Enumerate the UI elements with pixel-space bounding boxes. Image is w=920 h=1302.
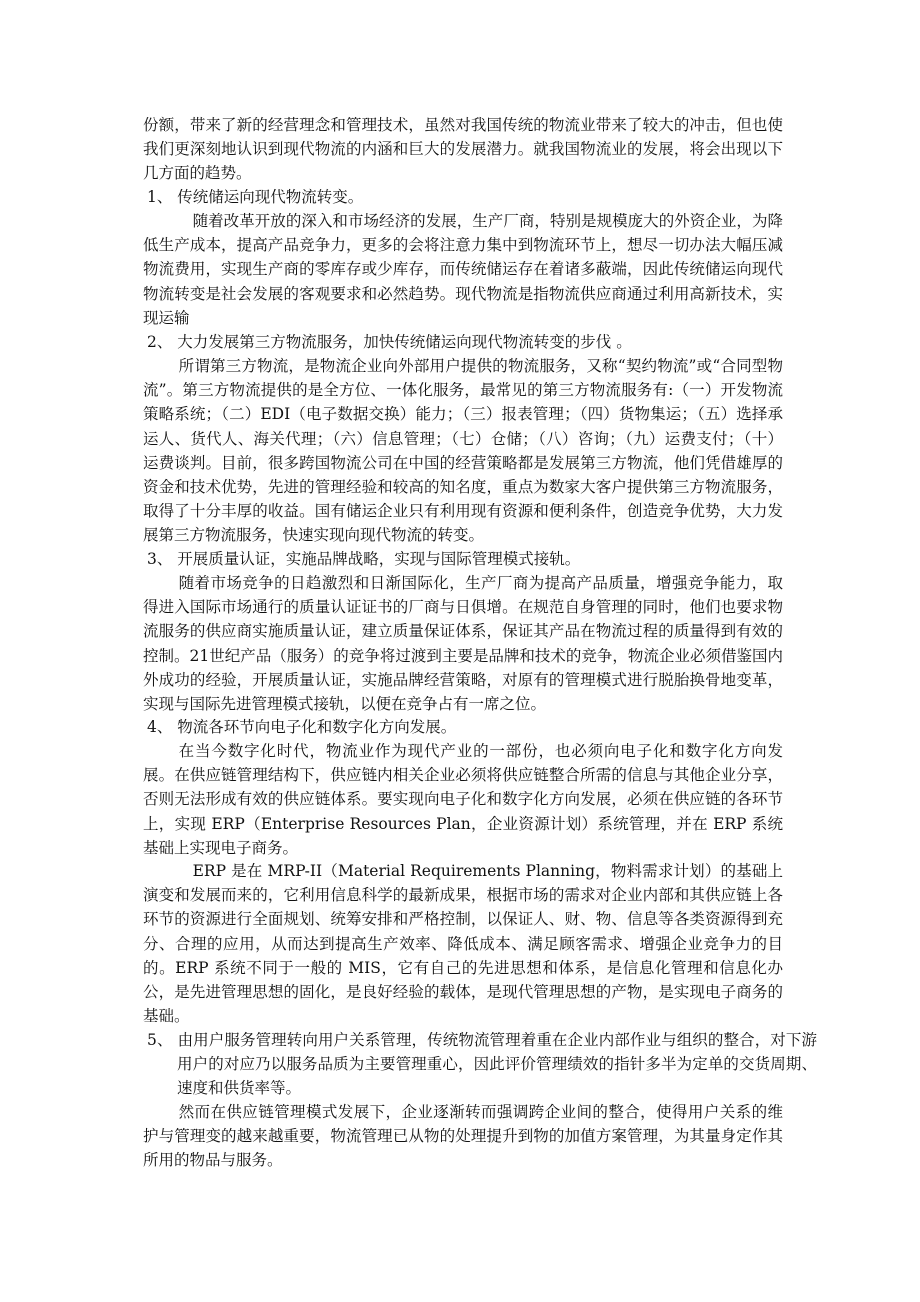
paragraph-3: 随着市场竞争的日趋激烈和日渐国际化，生产厂商为提高产品质量，增强竞争能力，取得进入国际市场通行的质量认证证书的厂商与日俱增。在规范自身管理的同时，他们也要求物流服务的供应商实施质量认证，建立质量保证体系，保证其产品在物流过程的质量得到有效的控制。21世纪产品（服务）的竞争将过渡到主要是品牌和技术的竞争，物流企业必须借鉴国内外成功的经验，开展质量认证，实施品牌经营策略，对原有的管理模式进行脱胎换骨地变革，实现与国际先进管理模式接轨，以便在竞争占有一席之位。 bbox=[143, 574, 783, 714]
paragraph-intro: 份额，带来了新的经营理念和管理技术，虽然对我国传统的物流业带来了较大的冲击，但也使我们更深刻地认识到现代物流的内涵和巨大的发展潜力。就我国物流业的发展，将会出现以下几方面的趋势。 bbox=[143, 116, 783, 183]
heading-5: 5、 由用户服务管理转向用户关系管理，传统物流管理着重在企业内部作业与组织的整合，对下游用户的对应乃以服务品质为主要管理重心，因此评价管理绩效的指针多半为定单的交货周期、速度和供货率等。 bbox=[147, 1031, 817, 1098]
heading-3: 3、 开展质量认证，实施品牌战略，实现与国际管理模式接轨。 bbox=[147, 550, 581, 568]
watermark bbox=[440, 596, 740, 636]
heading-2: 2、 大力发展第三方物流服务，加快传统储运向现代物流转变的步伐 。 bbox=[147, 333, 632, 351]
paragraph-1: 随着改革开放的深入和市场经济的发展，生产厂商，特别是规模庞大的外资企业，为降低生产成本，提高产品竞争力，更多的会将注意力集中到物流环节上，想尽一切办法大幅压减物流费用，实现生产商的零库存或少库存，而传统储运存在着诸多蔽端，因此传统储运向现代物流转变是社会发展的客观要求和必然趋势。现代物流是指物流供应商通过利用高新技术，实现运输 bbox=[143, 212, 783, 327]
heading-1: 1、 传统储运向现代物流转变。 bbox=[147, 188, 364, 206]
paragraph-6: 然而在供应链管理模式发展下，企业逐渐转而强调跨企业间的整合，使得用户关系的维护与管理变的越来越重要，物流管理已从物的处理提升到物的加值方案管理，为其量身定作其所用的物品与服务。 bbox=[143, 1103, 783, 1170]
paragraph-4: 在当今数字化时代，物流业作为现代产业的一部份，也必须向电子化和数字化方向发展。在供应链管理结构下，供应链内相关企业必须将供应链整合所需的信息与其他企业分享，否则无法形成有效的供应链体系。要实现向电子化和数字化方向发展，必须在供应链的各环节上，实现 ERP（Enterprise Resources Plan，企业资源计划）系统管理，并在 ERP 系统基础上实现电子商务。 bbox=[143, 742, 783, 857]
heading-4: 4、 物流各环节向电子化和数字化方向发展。 bbox=[147, 718, 457, 736]
paragraph-5: ERP 是在 MRP-II（Material Requirements Planning，物料需求计划）的基础上演变和发展而来的，它利用信息科学的最新成果，根据市场的需求对企业内部和其供应链上各环节的资源进行全面规划、统筹安排和严格控制，以保证人、财、物、信息等各类资源得到充分、合理的应用，从而达到提高生产效率、降低成本、满足顾客需求、增强企业竞争力的目的。ERP 系统不同于一般的 MIS，它有自己的先进思想和体系，是信息化管理和信息化办公，是先进管理思想的固化，是良好经验的载体，是现代管理思想的产物，是实现电子商务的基础。 bbox=[143, 862, 783, 1026]
paragraph-2: 所谓第三方物流，是物流企业向外部用户提供的物流服务，又称“契约物流”或“合同型物流”。第三方物流提供的是全方位、一体化服务，最常见的第三方物流服务有:（一）开发物流策略系统；（二）EDI（电子数据交换）能力；（三）报表管理；（四）货物集运；（五）选择承运人、货代人、海关代理；（六）信息管理；（七）仓储；（八）咨询；（九）运费支付；（十）运费谈判。目前，很多跨国物流公司在中国的经营策略都是发展第三方物流，他们凭借雄厚的资金和技术优势，先进的管理经验和较高的知名度，重点为数家大客户提供第三方物流服务，取得了十分丰厚的收益。国有储运企业只有利用现有资源和便利条件，创造竞争优势，大力发展第三方物流服务，快速实现向现代物流的转变。 bbox=[143, 357, 783, 545]
